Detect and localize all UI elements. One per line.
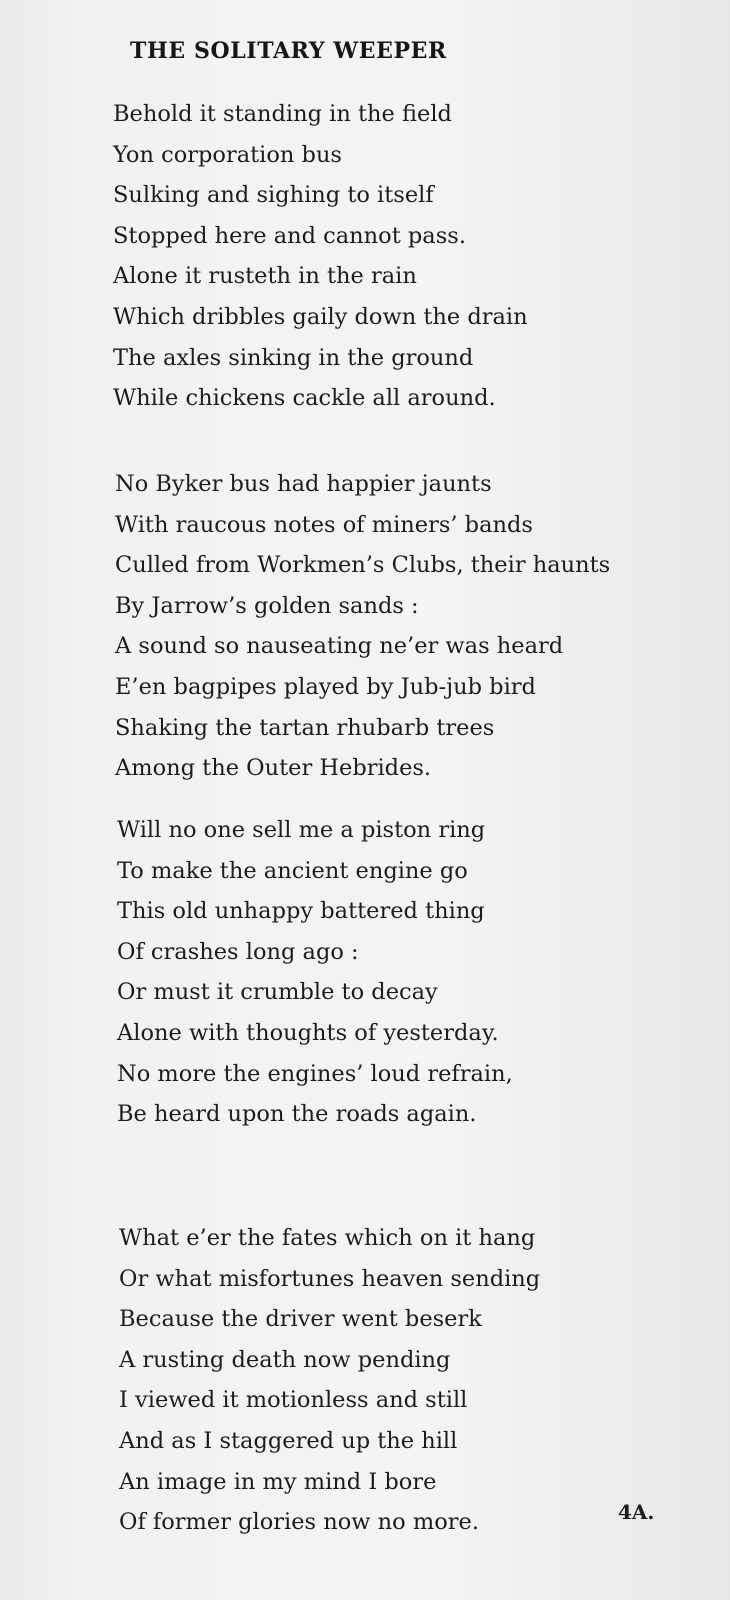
poem-line: E’en bagpipes played by Jub-jub bird	[115, 673, 536, 700]
poem-line: Culled from Workmen’s Clubs, their haunts	[115, 552, 611, 579]
poem-line: And as I staggered up the hill	[119, 1427, 458, 1454]
poem-line: This old unhappy battered thing	[117, 898, 485, 925]
poem-line: Or must it crumble to decay	[117, 979, 438, 1006]
poem-title: THE SOLITARY WEEPER	[130, 38, 447, 64]
page-number: 4A.	[618, 1500, 655, 1524]
poem-line: No Byker bus had happier jaunts	[115, 471, 492, 497]
poem-line: Be heard upon the roads again.	[117, 1101, 477, 1128]
poem-line: Yon corporation bus	[113, 141, 342, 168]
poem-line: Shaking the tartan rhubarb trees	[115, 714, 495, 741]
poem-line: Alone with thoughts of yesterday.	[117, 1019, 499, 1046]
poem-line: Will no one sell me a piston ring	[117, 817, 486, 843]
poem-line: No more the engines’ loud refrain,	[117, 1060, 513, 1087]
poem-line: By Jarrow’s golden sands :	[115, 592, 419, 619]
poem-line: Stopped here and cannot pass.	[113, 222, 466, 249]
poem-line: A rusting death now pending	[119, 1346, 451, 1373]
poem-line: An image in my mind I bore	[119, 1468, 437, 1495]
poem-line: With raucous notes of miners’ bands	[115, 511, 533, 538]
poem-line: While chickens cackle all around.	[113, 385, 496, 412]
poem-line: Of former glories now no more.	[119, 1509, 479, 1536]
poem-line: I viewed it motionless and still	[119, 1387, 468, 1414]
poem-line: To make the ancient engine go	[117, 857, 468, 884]
poem-line: Among the Outer Hebrides.	[115, 755, 432, 782]
poem-line: Alone it rusteth in the rain	[113, 263, 417, 290]
poem-line: A sound so nauseating ne’er was heard	[115, 633, 564, 660]
poem-line: Behold it standing in the field	[113, 101, 452, 127]
poem-line: Sulking and sighing to itself	[113, 182, 434, 209]
poem-line: What e’er the fates which on it hang	[119, 1225, 536, 1251]
poem-line: The axles sinking in the ground	[113, 344, 474, 371]
poem-line: Which dribbles gaily down the drain	[113, 303, 528, 330]
poem-line: Of crashes long ago :	[117, 938, 359, 965]
stanza-1	[113, 94, 528, 419]
stanza-3	[117, 810, 513, 1135]
stanza-2	[115, 464, 610, 789]
stanza-4	[119, 1218, 540, 1543]
poem-line: Or what misfortunes heaven sending	[119, 1265, 541, 1292]
poem-line: Because the driver went beserk	[119, 1306, 482, 1333]
